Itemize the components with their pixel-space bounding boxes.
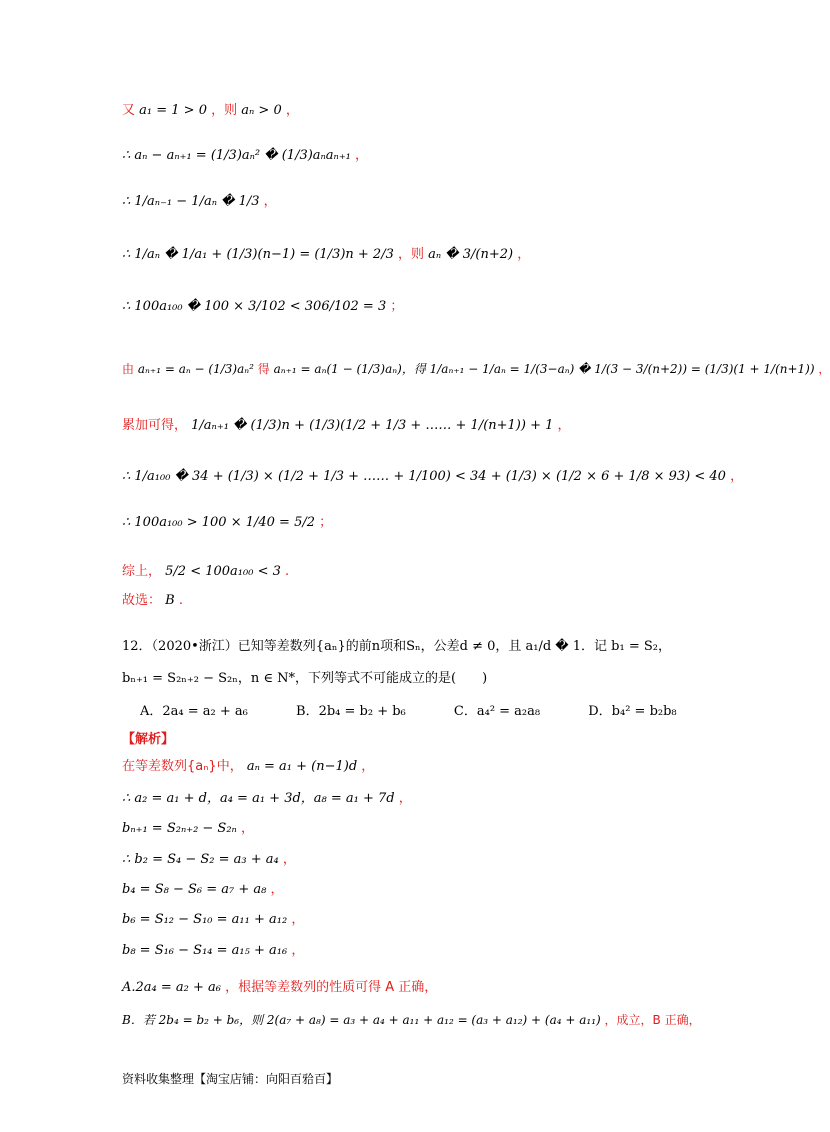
sol-line-8: A.2a₄ = a₂ + a₆ ，根据等差数列的性质可得 A 正确，	[122, 980, 438, 995]
option-d: D．b₄² = b₂b₈	[588, 704, 677, 719]
option-a: A．2a₄ = a₂ + a₆	[140, 704, 248, 719]
sol-line-2: ∴ a₂ = a₁ + d，a₄ = a₁ + 3d，a₈ = a₁ + 7d ，	[122, 791, 412, 806]
line-4: ∴ 1/aₙ � 1/a₁ + (1/3)(n−1) = (1/3)n + 2/3 ，则 aₙ � 3/(n+2) ，	[122, 247, 531, 262]
question-line-2: bₙ₊₁ = S₂ₙ₊₂ − S₂ₙ，n ∈ N*，下列等式不可能成立的是( )	[122, 671, 488, 686]
question-options	[140, 703, 721, 721]
line-2: ∴ aₙ − aₙ₊₁ = (1/3)aₙ² � (1/3)aₙaₙ₊₁ ，	[122, 148, 369, 163]
sol-line-7: b₈ = S₁₆ − S₁₄ = a₁₅ + a₁₆ ，	[122, 943, 305, 958]
sol-line-1: 在等差数列{aₙ}中， aₙ = a₁ + (n−1)d ，	[122, 759, 375, 774]
line-6: 由 aₙ₊₁ = aₙ − (1/3)aₙ² 得 aₙ₊₁ = aₙ(1 − (1/3)aₙ)，得 1/aₙ₊₁ − 1/aₙ = 1/(3−aₙ) � 1/(3 − 3/(n+2)) = (1/3)(1 + 1/(n+1)) ，	[122, 362, 830, 376]
line-8: ∴ 1/a₁₀₀ � 34 + (1/3) × (1/2 + 1/3 + …… + 1/100) < 34 + (1/3) × (1/2 × 6 + 1/8 × 93) < 40 ，	[122, 469, 744, 484]
line-11: 故选： B .	[122, 593, 183, 608]
question-line-1: 12．（2020•浙江）已知等差数列{aₙ}的前n项和Sₙ，公差d ≠ 0，且 a₁/d � 1．记 b₁ = S₂，	[122, 639, 671, 654]
analysis-header: 【解析】	[122, 732, 175, 747]
page-footer: 资料收集整理【淘宝店铺：向阳百𬌗百】	[122, 1072, 339, 1086]
line-5: ∴ 100a₁₀₀ � 100 × 3/102 < 306/102 = 3 ；	[122, 299, 404, 314]
sol-line-5: b₄ = S₈ − S₆ = a₇ + a₈ ，	[122, 882, 284, 897]
sol-line-6: b₆ = S₁₂ − S₁₀ = a₁₁ + a₁₂ ，	[122, 912, 305, 927]
sol-line-4: ∴ b₂ = S₄ − S₂ = a₃ + a₄ ，	[122, 852, 296, 867]
line-9: ∴ 100a₁₀₀ > 100 × 1/40 = 5/2 ；	[122, 515, 333, 530]
sol-line-9: B．若 2b₄ = b₂ + b₆，则 2(a₇ + a₈) = a₃ + a₄ + a₁₁ + a₁₂ = (a₃ + a₁₂) + (a₄ + a₁₁) ，成立，B 正确，	[122, 1013, 701, 1027]
option-c: C．a₄² = a₂a₈	[453, 704, 541, 719]
line-3: ∴ 1/aₙ₋₁ − 1/aₙ � 1/3 ，	[122, 194, 277, 209]
option-b: B．2b₄ = b₂ + b₆	[296, 704, 406, 719]
line-7: 累加可得， 1/aₙ₊₁ � (1/3)n + (1/3)(1/2 + 1/3 + …… + 1/(n+1)) + 1 ，	[122, 418, 571, 433]
sol-line-3: bₙ₊₁ = S₂ₙ₊₂ − S₂ₙ ，	[122, 821, 254, 836]
line-10: 综上， 5/2 < 100a₁₀₀ < 3 .	[122, 564, 290, 579]
line-1: 又 a₁ = 1 > 0 ，则 aₙ > 0 ，	[122, 103, 299, 118]
